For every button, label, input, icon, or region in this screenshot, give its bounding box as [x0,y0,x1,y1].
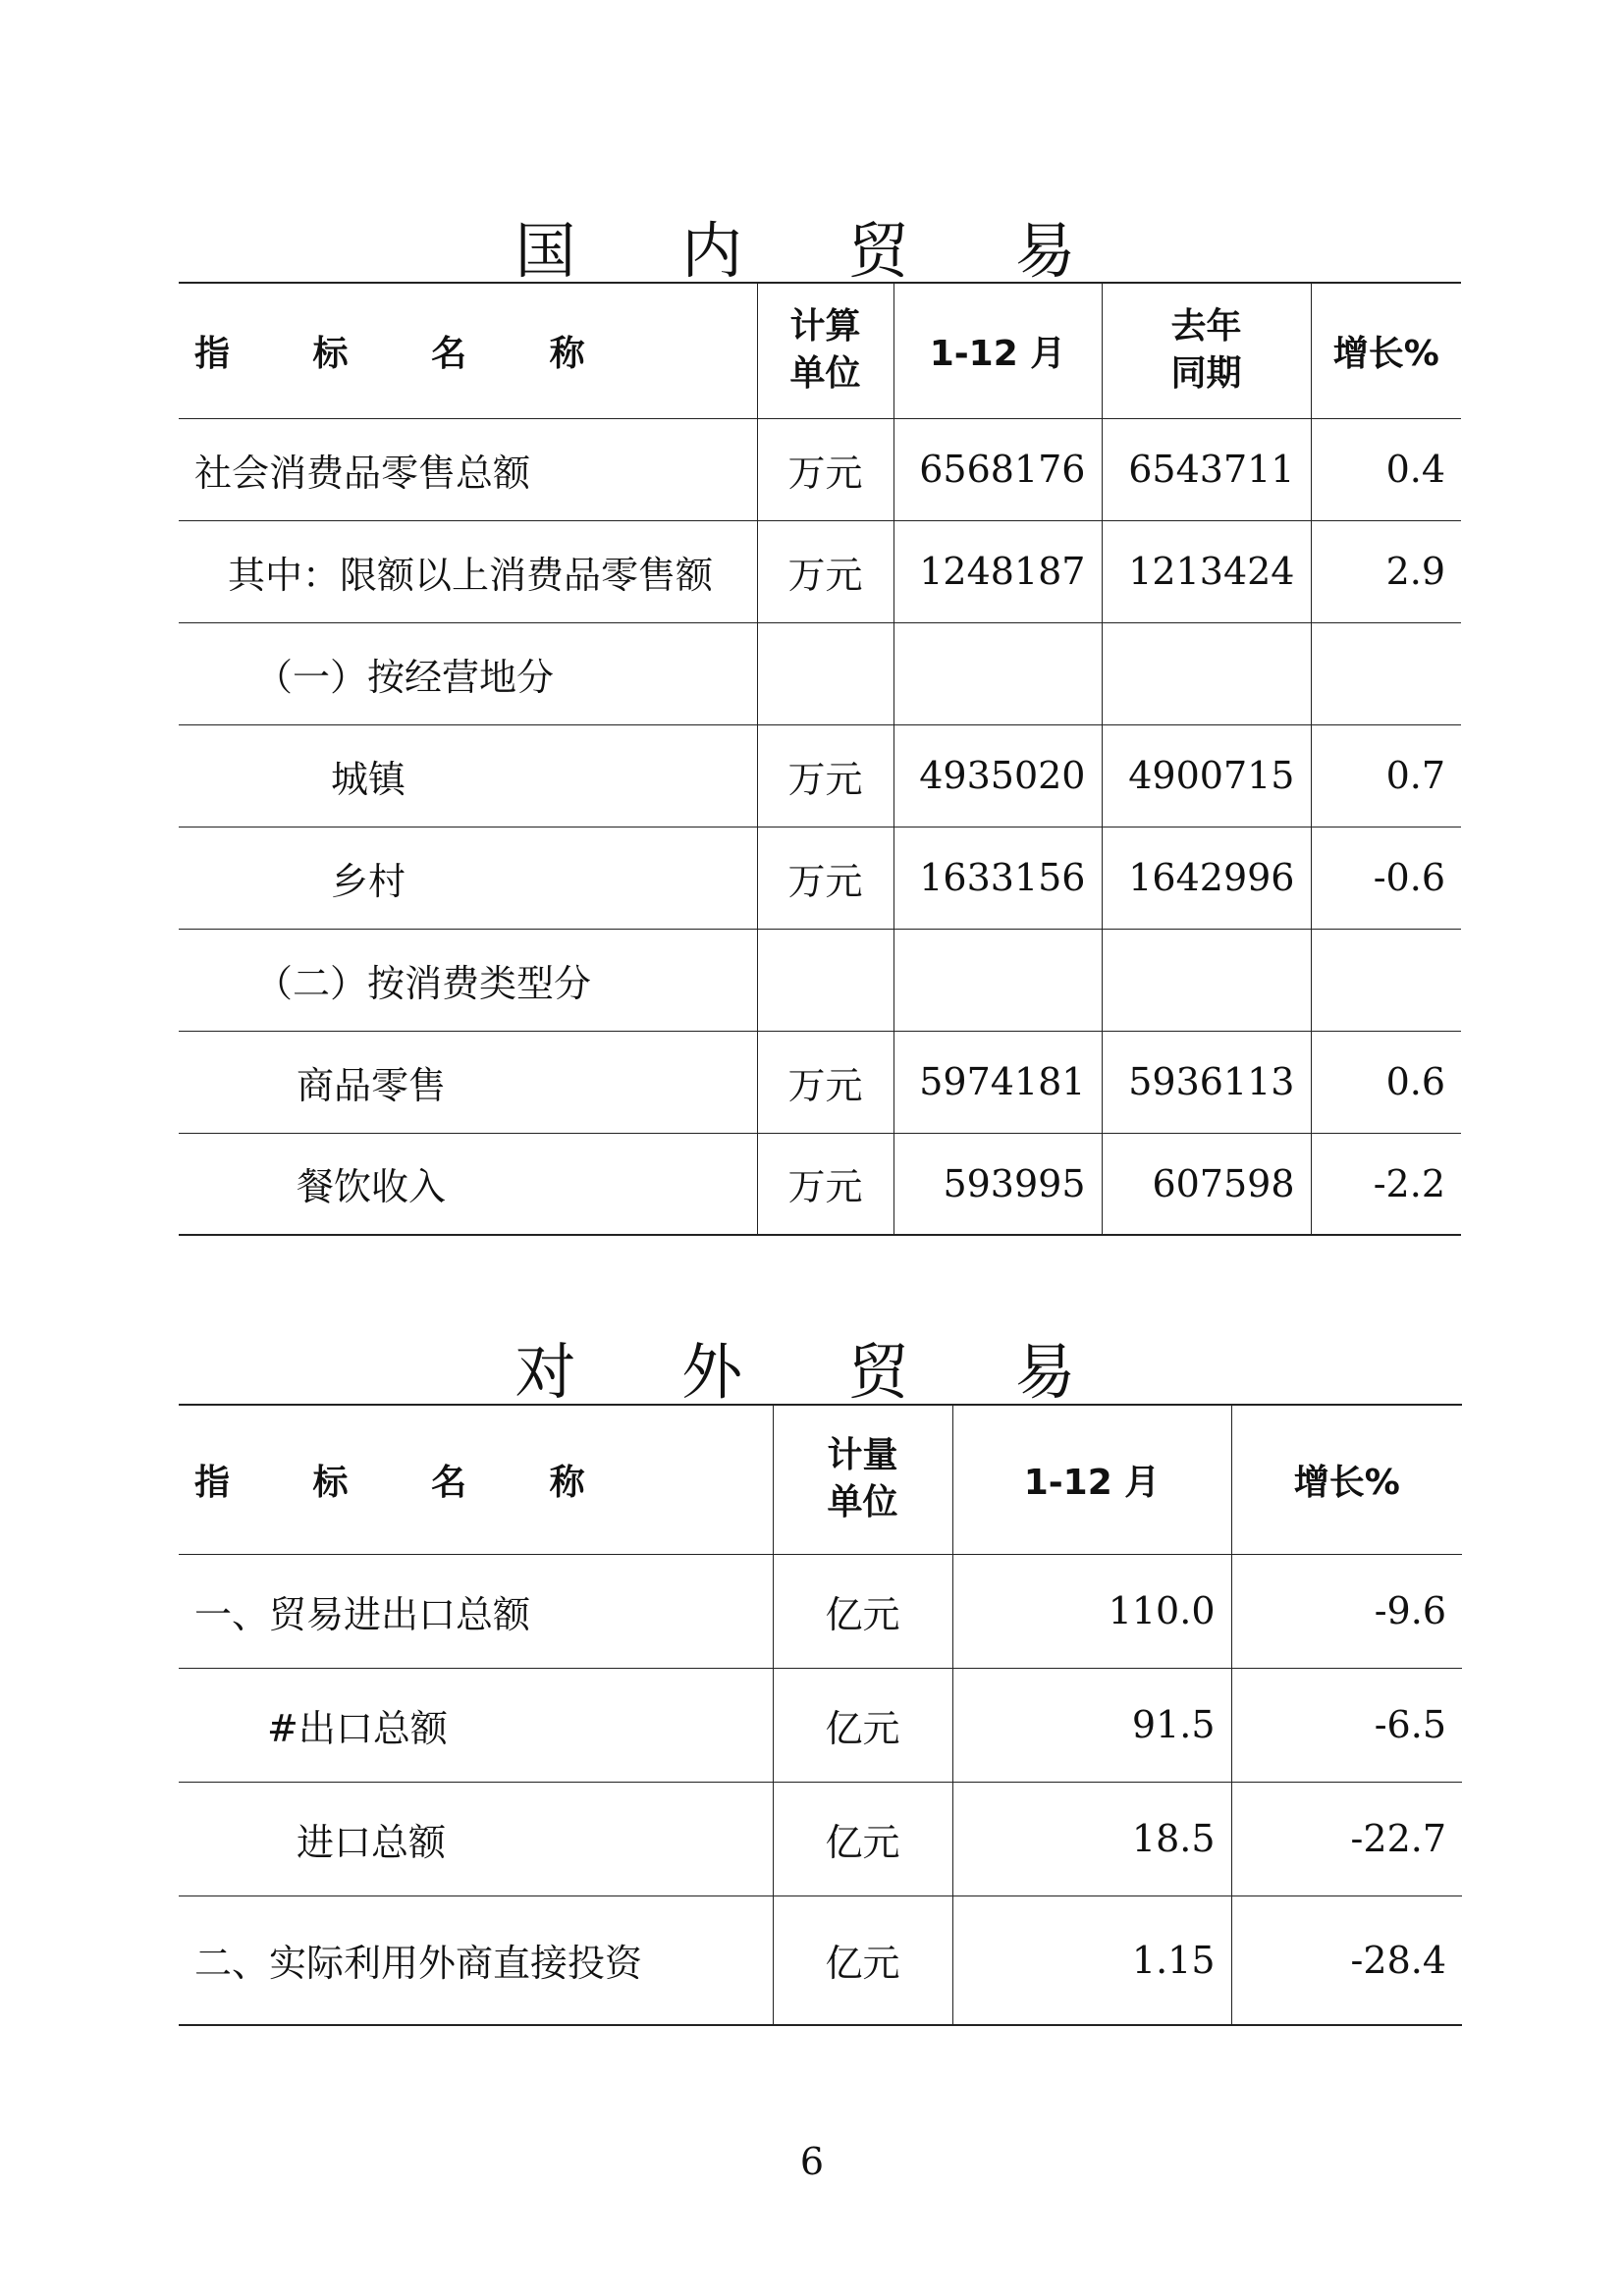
row-last-year [1102,929,1311,1031]
row-value [893,622,1102,724]
row-name: 餐饮收入 [179,1133,757,1235]
domestic-trade-title: 国 内 贸 易 [514,215,1119,287]
row-unit: 万元 [757,1031,893,1133]
table-row [179,929,1461,1031]
row-name: 城镇 [179,724,757,827]
row-last-year: 1642996 [1102,827,1311,929]
header-last-year: 去年 同期 [1102,283,1311,418]
foreign-trade-table [179,1404,1462,2026]
row-unit: 亿元 [773,1896,952,2025]
row-unit: 万元 [757,724,893,827]
row-name: 一、贸易进出口总额 [179,1554,773,1668]
table-row [179,1031,1461,1133]
page-number: 6 [799,2140,825,2183]
row-growth: 2.9 [1311,520,1461,622]
row-last-year: 1213424 [1102,520,1311,622]
row-name: 二、实际利用外商直接投资 [179,1896,773,2025]
header-period: 1-12 月 [952,1405,1231,1554]
row-name: 乡村 [179,827,757,929]
row-unit [757,622,893,724]
table-row [179,1782,1462,1896]
row-value: 1633156 [893,827,1102,929]
row-value: 18.5 [952,1782,1231,1896]
row-unit: 万元 [757,1133,893,1235]
table-row [179,1133,1461,1235]
row-value: 110.0 [952,1554,1231,1668]
header-unit: 计算 单位 [757,283,893,418]
header-growth: 增长% [1311,283,1461,418]
row-name: 社会消费品零售总额 [179,418,757,520]
header-indicator-name: 指 标 名 称 [179,1405,773,1554]
row-last-year: 5936113 [1102,1031,1311,1133]
header-period: 1-12 月 [893,283,1102,418]
row-last-year: 4900715 [1102,724,1311,827]
row-value: 1248187 [893,520,1102,622]
row-value: 593995 [893,1133,1102,1235]
table-header-row [179,283,1461,418]
table-row [179,1668,1462,1782]
table-row [179,622,1461,724]
row-last-year: 607598 [1102,1133,1311,1235]
row-unit: 亿元 [773,1554,952,1668]
row-growth: -22.7 [1231,1782,1462,1896]
domestic-trade-table [179,282,1461,1236]
table-row [179,1554,1462,1668]
header-growth: 增长% [1231,1405,1462,1554]
row-growth: -2.2 [1311,1133,1461,1235]
header-unit: 计量 单位 [773,1405,952,1554]
row-unit: 亿元 [773,1782,952,1896]
row-value: 4935020 [893,724,1102,827]
row-name: （二）按消费类型分 [179,929,757,1031]
row-name: 商品零售 [179,1031,757,1133]
row-unit: 万元 [757,520,893,622]
row-unit [757,929,893,1031]
row-name: #出口总额 [179,1668,773,1782]
row-growth: -0.6 [1311,827,1461,929]
row-growth: -9.6 [1231,1554,1462,1668]
row-value: 6568176 [893,418,1102,520]
row-value: 1.15 [952,1896,1231,2025]
table-row [179,520,1461,622]
table-row [179,1896,1462,2025]
row-unit: 万元 [757,418,893,520]
row-growth: 0.6 [1311,1031,1461,1133]
row-value: 5974181 [893,1031,1102,1133]
table-row [179,418,1461,520]
table-header-row [179,1405,1462,1554]
row-value: 91.5 [952,1668,1231,1782]
table-row [179,827,1461,929]
row-unit: 亿元 [773,1668,952,1782]
row-unit: 万元 [757,827,893,929]
row-last-year: 6543711 [1102,418,1311,520]
row-name: （一）按经营地分 [179,622,757,724]
row-growth: -28.4 [1231,1896,1462,2025]
row-growth: -6.5 [1231,1668,1462,1782]
row-name: 其中：限额以上消费品零售额 [179,520,757,622]
row-growth [1311,929,1461,1031]
foreign-trade-title: 对 外 贸 易 [514,1336,1119,1408]
row-growth [1311,622,1461,724]
row-last-year [1102,622,1311,724]
table-row [179,724,1461,827]
row-value [893,929,1102,1031]
header-indicator-name: 指 标 名 称 [179,283,757,418]
row-growth: 0.7 [1311,724,1461,827]
row-name: 进口总额 [179,1782,773,1896]
row-growth: 0.4 [1311,418,1461,520]
